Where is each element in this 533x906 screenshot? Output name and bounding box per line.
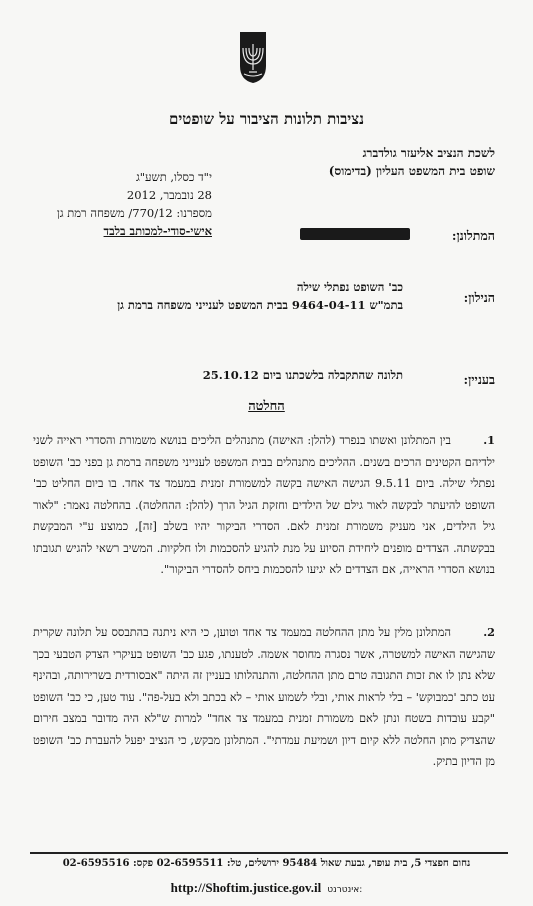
website-url[interactable]: http://Shoftim.justice.gov.il	[170, 880, 322, 895]
paragraph-2	[33, 622, 495, 773]
reference-number: מספרנו: 770/12/ משפחה רמת גן	[56, 206, 212, 220]
addressee-name: לשכת הנציב אליעזר גולדברג	[362, 146, 495, 160]
paragraph-text: בין המתלונן ואשתו בנפרד (להלן: האישה) מתנהלים הליכים בנושא משמורת והסדרי ראייה לשני ילדיהם הקטינים הרכים בשנים. ההליכים מתנהלים בבית המשפט לענייני משפחה ברמת גן בפני כב' השופט נפתלי שילה. ביום 9.5.11 הגישה האישה בקשה למשמורת זמנית במעמד צד אחד. בו ביום החליט כב' השופט להיעתר לבקשה לאור גילם של הילדים וחזקת הגיל הרך (להלן: ההחלטה). בהחלטה נאמר: "לאור גיל הילדים, אני מעניק משמורת זמנית לאם. הסדרי הביקור יהיו בשלב [זה], כמוצע ע"י המבקשת בבקשתה. הצדדים מופנים ליחידת הסיוע על מנת להגיע להסכמות ולו חלקיות. המשיב רשאי להגיש תגובתו בנושא הסדרי הראייה, אם הצדדים לא יגיעו להסכמות ביחס להסדרי הביקור".	[33, 434, 496, 576]
redacted-name	[300, 228, 410, 240]
footer-website	[0, 880, 533, 896]
judge-label: הנילון:	[463, 290, 495, 305]
paragraph-number: 2.	[483, 625, 495, 639]
complainant-label: המתלונן:	[451, 228, 495, 243]
subject-value: תלונה שהתקבלה בלשכתנו ביום 25.10.12	[202, 368, 403, 382]
addressee-role: שופט בית המשפט העליון (בדימוס)	[328, 164, 495, 178]
gregorian-date: 28 נובמבר, 2012	[126, 188, 212, 202]
case-number: בתמ"ש 9464-04-11 בבית המשפט לענייני משפחה ברמת גן	[117, 298, 403, 312]
footer-divider	[30, 852, 508, 854]
date-block	[22, 168, 212, 240]
office-title: נציבות תלונות הציבור על שופטים	[169, 110, 364, 128]
paragraph-number: 1.	[483, 433, 495, 447]
decision-heading: החלטה	[248, 399, 285, 414]
hebrew-date: י"ד כסלו, תשע"ג	[135, 170, 212, 184]
judge-name: כב' השופט נפתלי שילה	[296, 280, 403, 294]
footer-address: נחום חפצדי 5, בית עופר, גבעת שאול 95484 ירושלים, טל: 02-6595511 פקס: 02-6595516	[62, 858, 471, 869]
internet-label: אינטרנט:	[327, 885, 363, 895]
paragraph-text: המתלונן מלין על מתן ההחלטה במעמד צד אחד וטוען, כי היא ניתנה בהתבסס על תלונה שקרית שהגישה האישה למשטרה, אשר נסגרה מחוסר אשמה. לטענתו, פגע כב' השופט בעיקרי הצדק הטבעי בכך שלא נתן לו את זכות התגובה טרם מתן ההחלטה, והתנהלותו בעניין זה היתה "אבסורדית בשרירותה, ובהינף עט כתב 'כמבוקש' – בלי לראות אותי, ובלי לשמוע אותי – לא בכתב ולא בעל-פה". עוד טען, כי כב' השופט "קבע עובדות בשטח ונתן לאם משמורת זמנית במעמד צד אחד" למרות ש"לא היה מדובר במצב חירום שהצדיק מתן החלטה ללא קיום דיון ושמיעת עמדתי". המתלונן מבקש, כי הנציב יפעל להעברת כב' השופט מן הדיון בתיק.	[33, 626, 495, 768]
addressee-block	[329, 144, 495, 180]
menorah-emblem-icon	[238, 30, 268, 84]
paragraph-1	[33, 430, 495, 581]
subject-label: בעניין:	[463, 372, 495, 387]
judge-details	[117, 278, 403, 314]
confidential-note: אישי-סודי-למכותב בלבד	[103, 224, 212, 238]
